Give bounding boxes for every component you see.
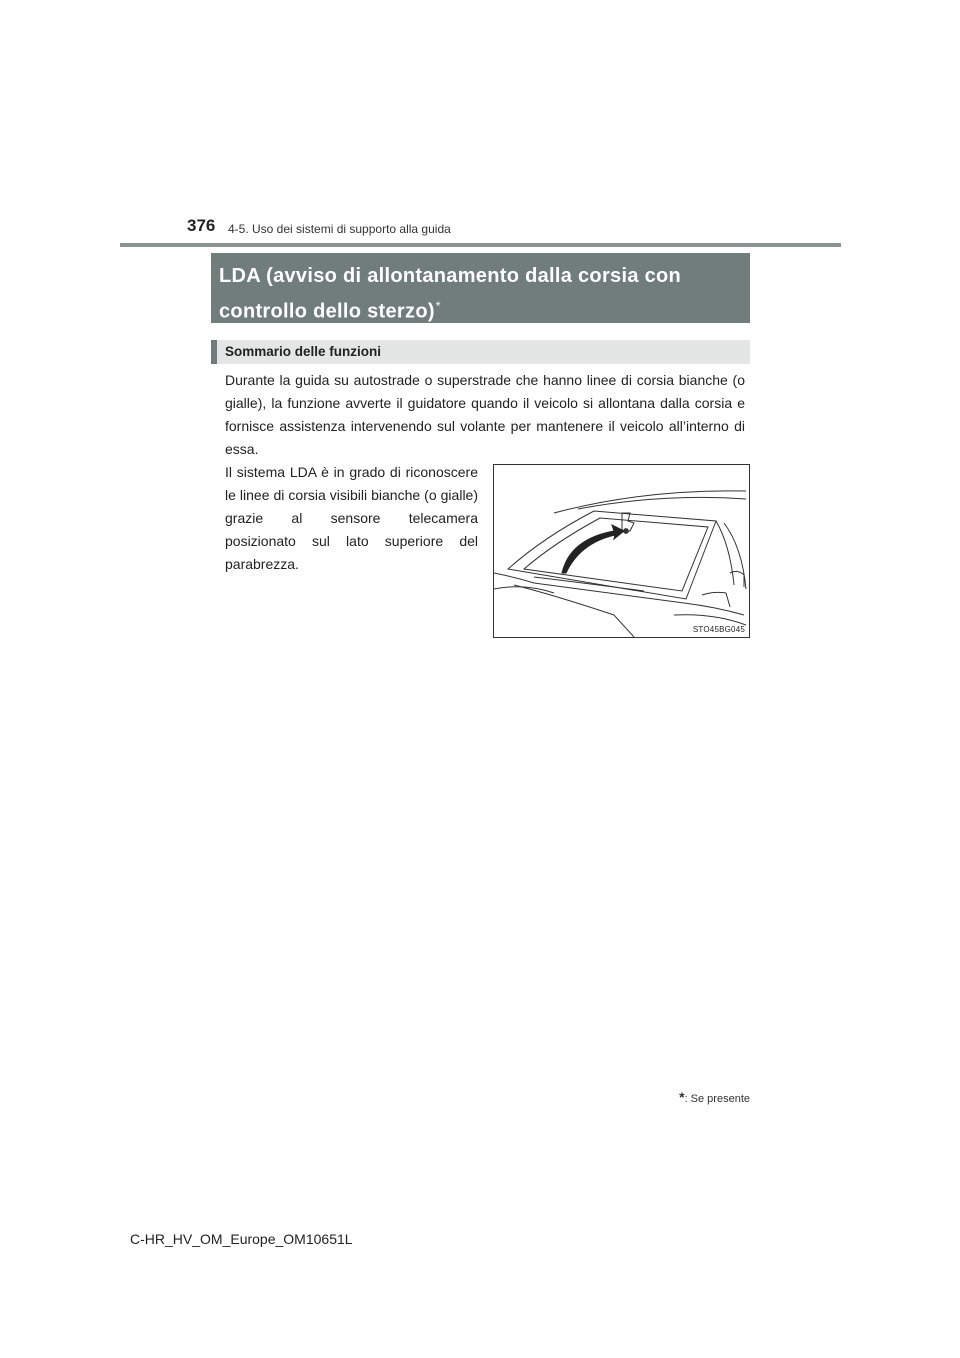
- document-id: C-HR_HV_OM_Europe_OM10651L: [130, 1231, 353, 1247]
- optional-marker: *: [435, 299, 441, 313]
- section-title-line2-wrap: [219, 291, 742, 327]
- section-title-line1: LDA (avviso di allontanamento dalla corsia con: [219, 265, 682, 287]
- footnote-marker: *: [679, 1089, 685, 1105]
- footnote: [679, 1089, 750, 1105]
- body-paragraph-2: Il sistema LDA è in grado di riconoscere le linee di corsia visibili bianche (o gialle) grazie al sensore telecamera posizionato sul lato superiore del parabrezza.: [225, 464, 478, 572]
- section-reference: 4-5. Uso dei sistemi di supporto alla guida: [228, 222, 451, 236]
- body-paragraph-1: Durante la guida su autostrade o superstrade che hanno linee di corsia bianche (o gialle), la funzione avverte il guidatore quando il veicolo si allontana dalla corsia e fornisce assistenza intervenendo sul volante per mantenere il veicolo all’interno di essa.: [225, 372, 745, 457]
- header-rule: [120, 243, 841, 247]
- figure-code: STO45BG045: [692, 625, 745, 634]
- section-title: [211, 253, 750, 323]
- page-number: 376: [187, 216, 216, 235]
- section-title-line2: controllo dello sterzo): [219, 300, 435, 323]
- windshield-drawing: [494, 465, 750, 638]
- subheading: Sommario delle funzioni: [211, 340, 750, 364]
- windshield-camera-illustration: [493, 464, 750, 638]
- footnote-text: : Se presente: [684, 1093, 750, 1105]
